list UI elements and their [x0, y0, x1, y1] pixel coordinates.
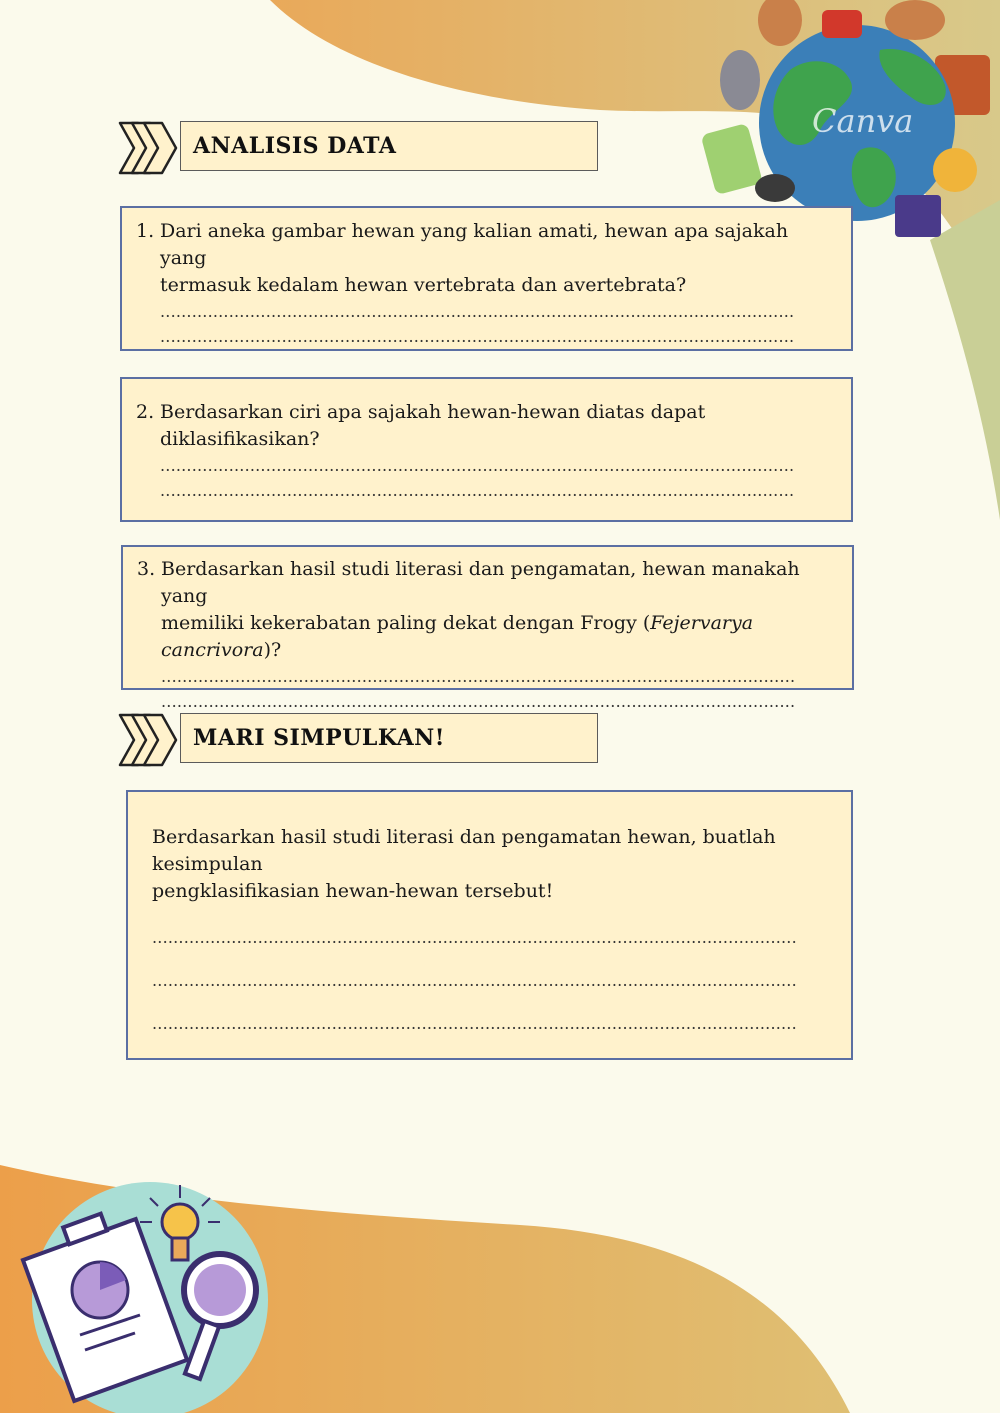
conclusion-text: Berdasarkan hasil studi literasi dan pengamatan hewan, buatlah kesimpulan — [152, 826, 776, 875]
answer-line[interactable]: .......................................................................................................................... — [152, 928, 797, 947]
question-2-box[interactable] — [120, 377, 853, 522]
conclusion-header-box — [180, 713, 598, 763]
answer-line[interactable]: ........................................................................................................................ — [161, 667, 796, 686]
analysis-title: ANALISIS DATA — [193, 133, 397, 159]
question-text: Berdasarkan hasil studi literasi dan pengamatan, hewan manakah yang — [161, 558, 800, 607]
answer-line[interactable]: ........................................................................................................................ — [160, 302, 795, 321]
answer-line[interactable]: .......................................................................................................................... — [152, 1014, 797, 1033]
answer-line[interactable]: ........................................................................................................................ — [160, 456, 795, 475]
answer-line[interactable]: ........................................................................................................................ — [160, 481, 795, 500]
question-number: 3. — [137, 558, 156, 580]
question-text-suffix: )? — [263, 639, 282, 661]
question-text-prefix: memiliki kekerabatan paling dekat dengan Frogy ( — [161, 612, 651, 634]
conclusion-box[interactable] — [126, 790, 853, 1060]
analysis-header — [118, 121, 600, 175]
analysis-header-box — [180, 121, 598, 171]
question-text-line-2 — [161, 610, 838, 664]
species-name: Fejervarya cancrivora — [161, 612, 754, 661]
question-text: termasuk kedalam hewan vertebrata dan avertebrata? — [160, 274, 687, 296]
conclusion-header — [118, 713, 600, 767]
right-green-shape — [930, 200, 1000, 520]
answer-line[interactable]: ........................................................................................................................ — [160, 327, 795, 346]
question-number: 2. — [136, 401, 155, 423]
question-3-box[interactable] — [121, 545, 854, 711]
question-number: 1. — [136, 220, 155, 242]
answer-line[interactable]: .......................................................................................................................... — [152, 971, 797, 990]
question-1-box[interactable] — [120, 206, 853, 351]
question-text: Dari aneka gambar hewan yang kalian amati, hewan apa sajakah yang — [160, 220, 789, 269]
conclusion-title: MARI SIMPULKAN! — [193, 725, 445, 751]
answer-line[interactable]: ........................................................................................................................ — [161, 692, 796, 711]
conclusion-text: pengklasifikasian hewan-hewan tersebut! — [152, 880, 554, 902]
chevron-arrows-icon — [118, 121, 180, 175]
canva-watermark: Canva — [812, 102, 914, 140]
chevron-arrows-icon — [118, 713, 180, 767]
question-text: Berdasarkan ciri apa sajakah hewan-hewan diatas dapat diklasifikasikan? — [160, 401, 706, 450]
